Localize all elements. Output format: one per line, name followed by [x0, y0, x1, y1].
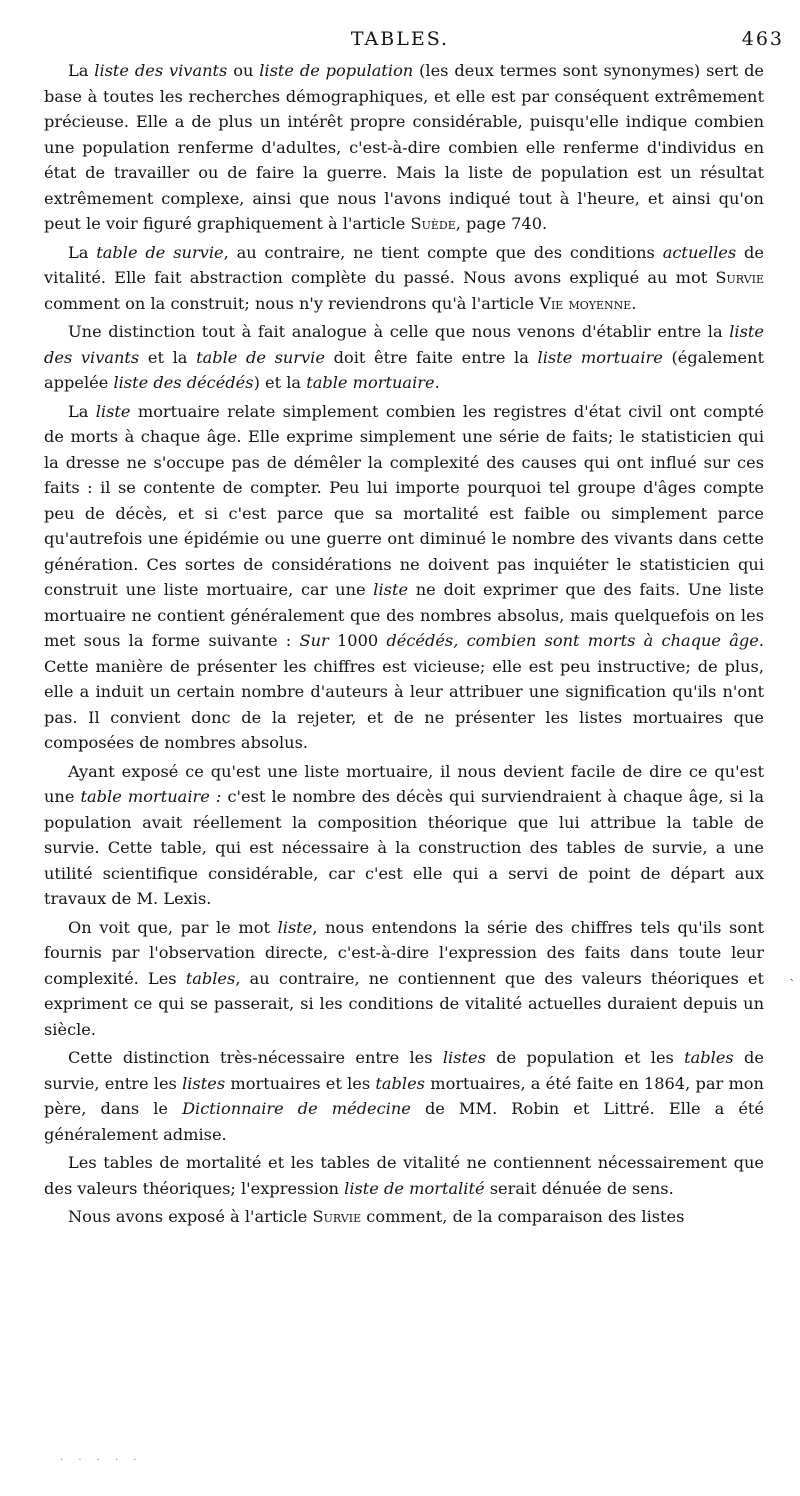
text-run: Une distinction tout à fait analogue à celle que nous venons d'établir entre la	[68, 322, 730, 341]
paragraph	[44, 319, 764, 396]
small-caps-run: Survie	[715, 268, 764, 287]
text-run: de vitalité. Elle fait abstraction complète du passé. Nous avons expliqué au mot	[44, 242, 764, 287]
small-caps-run: Survie	[312, 1207, 362, 1226]
italic-run: table de survie	[96, 242, 224, 262]
italic-run: liste	[277, 917, 313, 937]
text-run: (les deux termes sont synonymes) sert de base à toutes les recherches démographiques, et elle est par conséquent extrêmement précieuse. Elle a de plus un intérêt propre considérable, puisqu'elle indique combien une population renferme d'adultes, c'est-à-dire combien elle renferme d'individus en état de travailler ou de faire la guerre. Mais la liste de population est un résultat extrêmement complexe, ainsi que nous l'avons indiqué tout à l'heure, et ainsi qu'on peut le voir figuré graphiquement à l'article	[44, 61, 765, 233]
italic-run: liste de mortalité	[344, 1178, 485, 1198]
italic-run: table de survie	[196, 347, 325, 367]
text-run: On voit que, par le mot	[68, 917, 278, 937]
italic-run: actuelles	[662, 242, 737, 262]
text-run: serait dénuée de sens.	[484, 1178, 674, 1198]
text-run: et la	[139, 347, 197, 367]
italic-run: tables	[375, 1073, 425, 1093]
body-text	[44, 58, 764, 1230]
text-run: La	[68, 401, 96, 421]
small-caps-run: Suède	[410, 214, 456, 233]
scan-artifact: · · · · ·	[60, 1455, 143, 1466]
text-run: , nous entendons la série des chiffres tels qu'ils sont fournis par l'observation directe, c'est-à-dire l'expression des faits dans toute leur complexité. Les	[44, 917, 765, 988]
italic-run: liste mortuaire	[537, 347, 663, 367]
italic-run: liste	[373, 580, 409, 599]
text-run: ne doit exprimer que des faits. Une liste mortuaire ne contient généralement que des nombres absolus, mais quelquefois on les met sous la forme suivante :	[44, 580, 764, 650]
paragraph	[44, 1150, 764, 1201]
italic-run: liste des vivants	[44, 322, 764, 367]
text-run: ) et la	[253, 373, 307, 392]
paragraph	[44, 399, 764, 756]
paragraph	[44, 1204, 764, 1230]
italic-run: décédés, combien sont morts à chaque âge	[386, 631, 759, 650]
italic-run: tables	[185, 968, 236, 988]
italic-run: liste des vivants	[94, 61, 228, 80]
italic-run: listes	[442, 1048, 486, 1067]
text-run: de population et les	[485, 1048, 685, 1067]
text-run: Nous avons exposé à l'article	[68, 1207, 313, 1226]
italic-run: listes	[182, 1073, 226, 1093]
text-run: , page 740.	[455, 214, 548, 233]
italic-run: liste de population	[259, 61, 414, 80]
text-run: 1000	[328, 631, 387, 650]
text-run: , au contraire, ne tient compte que des conditions	[223, 242, 663, 262]
page-number: 463	[741, 28, 784, 50]
paragraph	[44, 1045, 764, 1147]
text-run: La	[68, 61, 95, 80]
text-run: La	[68, 242, 97, 262]
paragraph	[44, 915, 764, 1043]
italic-run: table mortuaire	[306, 373, 435, 392]
text-run: mortuaire relate simplement combien les registres d'état civil ont compté de morts à chaque âge. Elle exprime simplement une série de faits; le statisticien qui la dresse ne s'occupe pas de démêler la complexité des causes qui ont influé sur ces faits : il se contente de compter. Peu lui importe pourquoi tel groupe d'âges compte peu de décès, et si c'est parce que sa mortalité est faible ou simplement parce qu'autrefois une épidémie ou une guerre ont diminué le nombre des vivants dans cette génération. Ces sortes de considérations ne doivent pas inquiéter le statisticien qui construit une liste mortuaire, car une	[44, 401, 764, 599]
small-caps-run: Vie moyenne	[539, 293, 632, 313]
text-run: mortuaires et les	[225, 1073, 376, 1093]
margin-speck: ˎ	[789, 966, 794, 982]
text-run: Ayant exposé ce qu'est une liste mortuaire, il nous devient facile de dire ce qu'est une	[44, 761, 764, 806]
text-run: comment on la construit; nous n'y reviendrons qu'à l'article	[44, 293, 540, 313]
running-title: TABLES.	[350, 28, 450, 50]
text-run: doit être faite entre la	[324, 347, 538, 367]
italic-run: liste	[95, 401, 131, 421]
paragraph	[44, 240, 764, 317]
text-run: de survie, entre les	[44, 1048, 764, 1093]
text-run: Les tables de mortalité et les tables de vitalité ne contiennent nécessairement que des valeurs théoriques; l'expression	[44, 1153, 764, 1198]
text-run: c'est le nombre des décès qui surviendraient à chaque âge, si la population avait réellement la composition théorique que lui attribue la table de survie. Cette table, qui est nécessaire à la construction des tables de survie, a une utilité scientifique considérable, car c'est elle qui a servi de point de départ aux travaux de M. Lexis.	[44, 787, 764, 908]
italic-run: Sur	[299, 631, 329, 650]
italic-run: tables	[684, 1048, 734, 1067]
text-run: comment, de la comparaison des listes	[361, 1207, 685, 1226]
text-run: . Cette manière de présenter les chiffres est vicieuse; elle est peu instructive; de plus, elle a induit un certain nombre d'auteurs à leur attribuer une signification qu'ils n'ont pas. Il convient donc de la rejeter, et de ne présenter les listes mortuaires que composées de nombres absolus.	[44, 631, 764, 752]
text-run: de MM. Robin et Littré. Elle a été généralement admise.	[44, 1099, 764, 1144]
paragraph	[44, 759, 764, 912]
text-run: mortuaires, a été faite en 1864, par mon père, dans le	[44, 1073, 764, 1118]
italic-run: liste des décédés	[113, 373, 254, 392]
text-run: ou	[227, 61, 260, 80]
text-run: .	[434, 373, 440, 392]
text-run: .	[631, 293, 637, 313]
italic-run: Dictionnaire de médecine	[182, 1099, 411, 1118]
text-run: Cette distinction très-nécessaire entre les	[68, 1048, 443, 1067]
running-head	[0, 28, 800, 54]
text-run: (également appelée	[44, 347, 764, 392]
paragraph	[44, 58, 764, 237]
italic-run: table mortuaire :	[80, 787, 222, 806]
text-run: , au contraire, ne contiennent que des valeurs théoriques et expriment ce qui se passerait, si les conditions de vitalité actuelles duraient depuis un siècle.	[44, 968, 764, 1039]
